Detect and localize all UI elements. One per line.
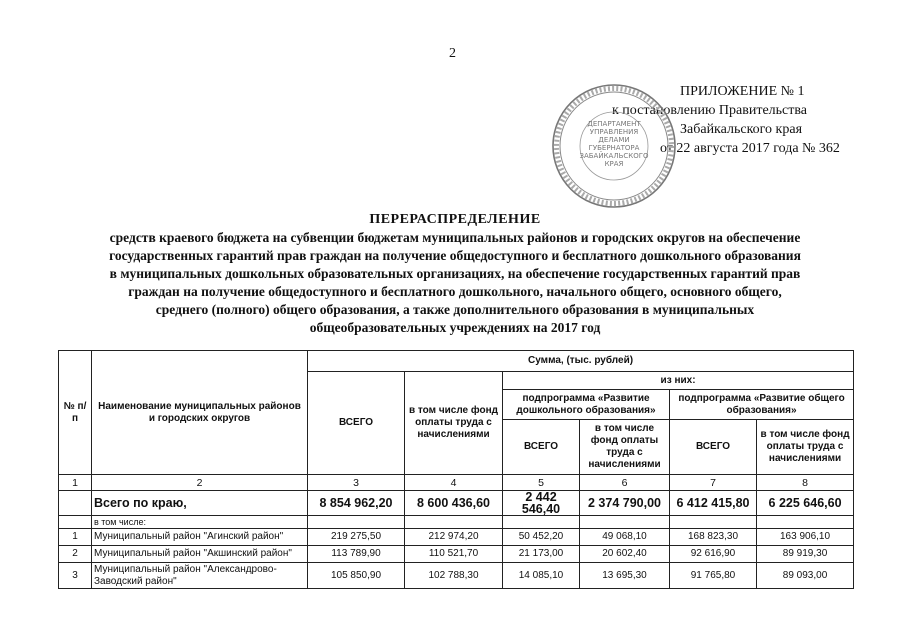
row-value: 89 919,30: [757, 546, 854, 563]
column-index: 6: [580, 475, 670, 491]
header-subprogram-preschool: подпрограмма «Развитие дошкольного образования»: [503, 390, 670, 420]
column-index: 8: [757, 475, 854, 491]
title-line: среднего (полного) общего образования, а также дополнительного образования в муниципальных: [155, 302, 755, 317]
total-value: 2 442 546,40: [503, 491, 580, 516]
header-total-wage: в том числе фонд оплаты труда с начислениями: [405, 372, 503, 475]
sub-label: в том числе:: [92, 516, 308, 529]
sub-cell: [757, 516, 854, 529]
title-line: граждан на получение общедоступного и бесплатного дошкольного, начального общего, основного общего,: [128, 284, 782, 299]
header-sub1-total: ВСЕГО: [503, 420, 580, 475]
stamp-line: ДЕЛАМИ: [598, 136, 630, 144]
row-value: 105 850,90: [308, 563, 405, 589]
official-stamp: [550, 82, 678, 210]
header-name: Наименование муниципальных районов и городских округов: [92, 351, 308, 475]
column-index: 3: [308, 475, 405, 491]
stamp-line: КРАЯ: [604, 160, 624, 168]
row-value: 49 068,10: [580, 529, 670, 546]
stamp-line: ДЕПАРТАМЕНТ: [587, 120, 641, 128]
appendix-region: Забайкальского края: [680, 122, 803, 137]
row-value: 13 695,30: [580, 563, 670, 589]
row-value: 92 616,90: [670, 546, 757, 563]
row-name: Муниципальный район "Акшинский район": [92, 546, 308, 563]
row-name: Муниципальный район "Александрово-Заводский район": [92, 563, 308, 589]
row-value: 163 906,10: [757, 529, 854, 546]
header-sum: Сумма, (тыс. рублей): [308, 351, 854, 372]
header-total: ВСЕГО: [308, 372, 405, 475]
row-name: Муниципальный район "Агинский район": [92, 529, 308, 546]
total-value: 6 412 415,80: [670, 491, 757, 516]
appendix-resolution: к постановлению Правительства: [612, 103, 808, 118]
row-value: 91 765,80: [670, 563, 757, 589]
title-heading: ПЕРЕРАСПРЕДЕЛЕНИЕ: [369, 212, 541, 227]
sub-cell: [405, 516, 503, 529]
row-value: 102 788,30: [405, 563, 503, 589]
column-index: 2: [92, 475, 308, 491]
stamp-line: ЗАБАЙКАЛЬСКОГО: [579, 152, 649, 160]
column-index: 7: [670, 475, 757, 491]
total-value: 6 225 646,60: [757, 491, 854, 516]
row-value: 113 789,90: [308, 546, 405, 563]
row-value: 219 275,50: [308, 529, 405, 546]
column-index: 5: [503, 475, 580, 491]
title-line: в муниципальных дошкольных образовательных организациях, на обеспечение государственных гарантий прав: [109, 266, 801, 281]
page-number: 2: [449, 46, 456, 61]
header-sub2-wage: в том числе фонд оплаты труда с начислениями: [757, 420, 854, 475]
row-num: 1: [59, 529, 92, 546]
total-value: 8 600 436,60: [405, 491, 503, 516]
sub-cell: [308, 516, 405, 529]
column-index: 1: [59, 475, 92, 491]
title-line: общеобразовательных учреждениях на 2017 год: [309, 320, 601, 335]
row-value: 50 452,20: [503, 529, 580, 546]
allocation-table: [58, 350, 854, 589]
total-num: [59, 491, 92, 516]
row-value: 212 974,20: [405, 529, 503, 546]
column-index: 4: [405, 475, 503, 491]
row-value: 110 521,70: [405, 546, 503, 563]
stamp-line: ГУБЕРНАТОРА: [588, 144, 640, 152]
appendix-title: ПРИЛОЖЕНИЕ № 1: [680, 84, 805, 99]
table-row: [59, 529, 854, 546]
sub-num: [59, 516, 92, 529]
sub-cell: [580, 516, 670, 529]
document-title: [40, 211, 870, 337]
subheading-row: [59, 516, 854, 529]
row-value: 89 093,00: [757, 563, 854, 589]
appendix-date: от 22 августа 2017 года № 362: [660, 141, 840, 156]
total-row: [59, 491, 854, 516]
stamp-line: УПРАВЛЕНИЯ: [589, 128, 639, 136]
row-value: 168 823,30: [670, 529, 757, 546]
header-of-them: из них:: [503, 372, 854, 390]
row-num: 2: [59, 546, 92, 563]
table-row: [59, 546, 854, 563]
total-value: 8 854 962,20: [308, 491, 405, 516]
row-value: 21 173,00: [503, 546, 580, 563]
title-line: средств краевого бюджета на субвенции бюджетам муниципальных районов и городских округов на обеспечение: [109, 230, 801, 245]
header-sub2-total: ВСЕГО: [670, 420, 757, 475]
sub-cell: [670, 516, 757, 529]
total-value: 2 374 790,00: [580, 491, 670, 516]
table-row: [59, 563, 854, 589]
header-sub1-wage: в том числе фонд оплаты труда с начислениями: [580, 420, 670, 475]
header-subprogram-general: подпрограмма «Развитие общего образования»: [670, 390, 854, 420]
row-value: 14 085,10: [503, 563, 580, 589]
total-label: Всего по краю,: [92, 491, 308, 516]
title-line: государственных гарантий прав граждан на получение общедоступного и бесплатного дошкольного образования: [109, 248, 801, 263]
sub-cell: [503, 516, 580, 529]
row-value: 20 602,40: [580, 546, 670, 563]
header-num: № п/п: [59, 351, 92, 475]
row-num: 3: [59, 563, 92, 589]
